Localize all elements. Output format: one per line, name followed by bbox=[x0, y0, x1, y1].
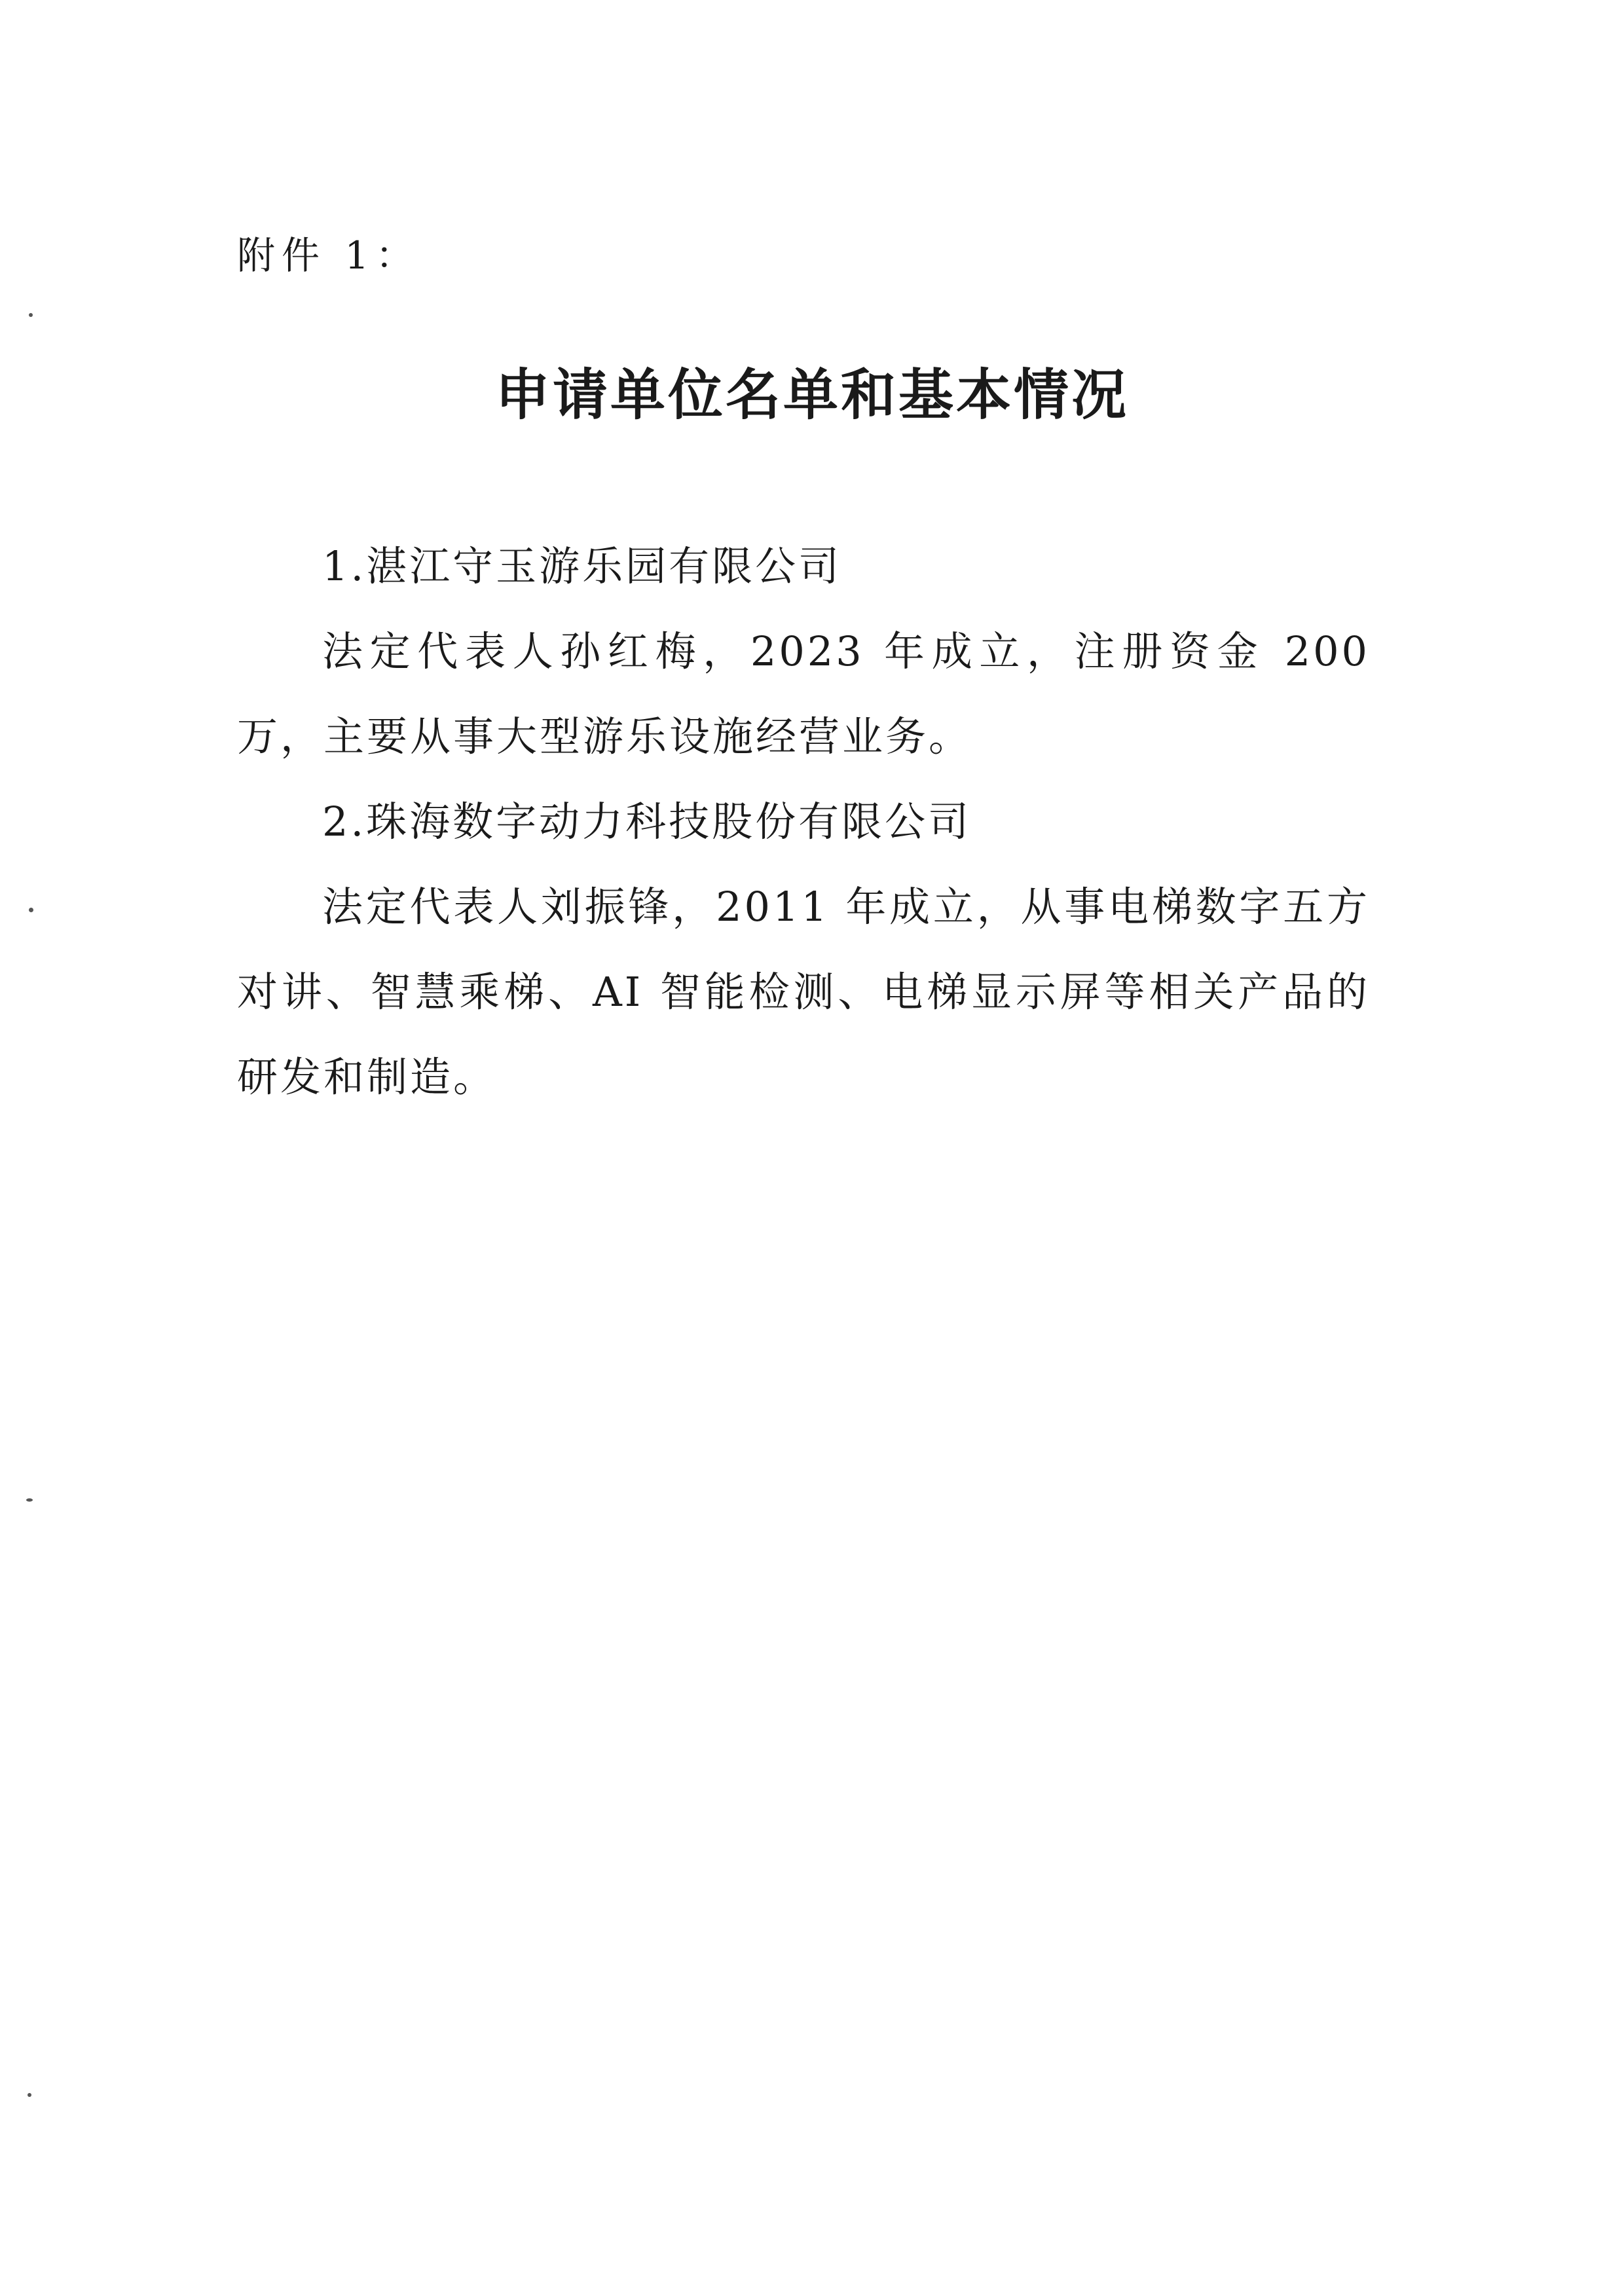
attachment-label: 附件 1： bbox=[237, 233, 420, 278]
entry-heading-1: 1.湛江守玉游乐园有限公司 bbox=[322, 542, 842, 590]
entry-description-1: 法定代表人孙红梅，2023 年成立，注册资金 200 万，主要从事大型游乐设施经营业务。 bbox=[237, 627, 1370, 760]
scan-speck bbox=[29, 908, 33, 912]
scan-speck bbox=[29, 313, 33, 317]
scan-speck bbox=[28, 2093, 31, 2097]
entry-description-2: 法定代表人刘振锋，2011 年成立，从事电梯数字五方对讲、智慧乘梯、AI 智能检测、电梯显示屏等相关产品的研发和制造。 bbox=[237, 883, 1370, 1101]
entry-heading-2: 2.珠海数字动力科技股份有限公司 bbox=[322, 798, 972, 845]
document-body bbox=[237, 524, 1370, 1120]
document-title: 申请单位名单和基本情况 bbox=[494, 363, 1129, 427]
scan-speck bbox=[26, 1498, 33, 1502]
